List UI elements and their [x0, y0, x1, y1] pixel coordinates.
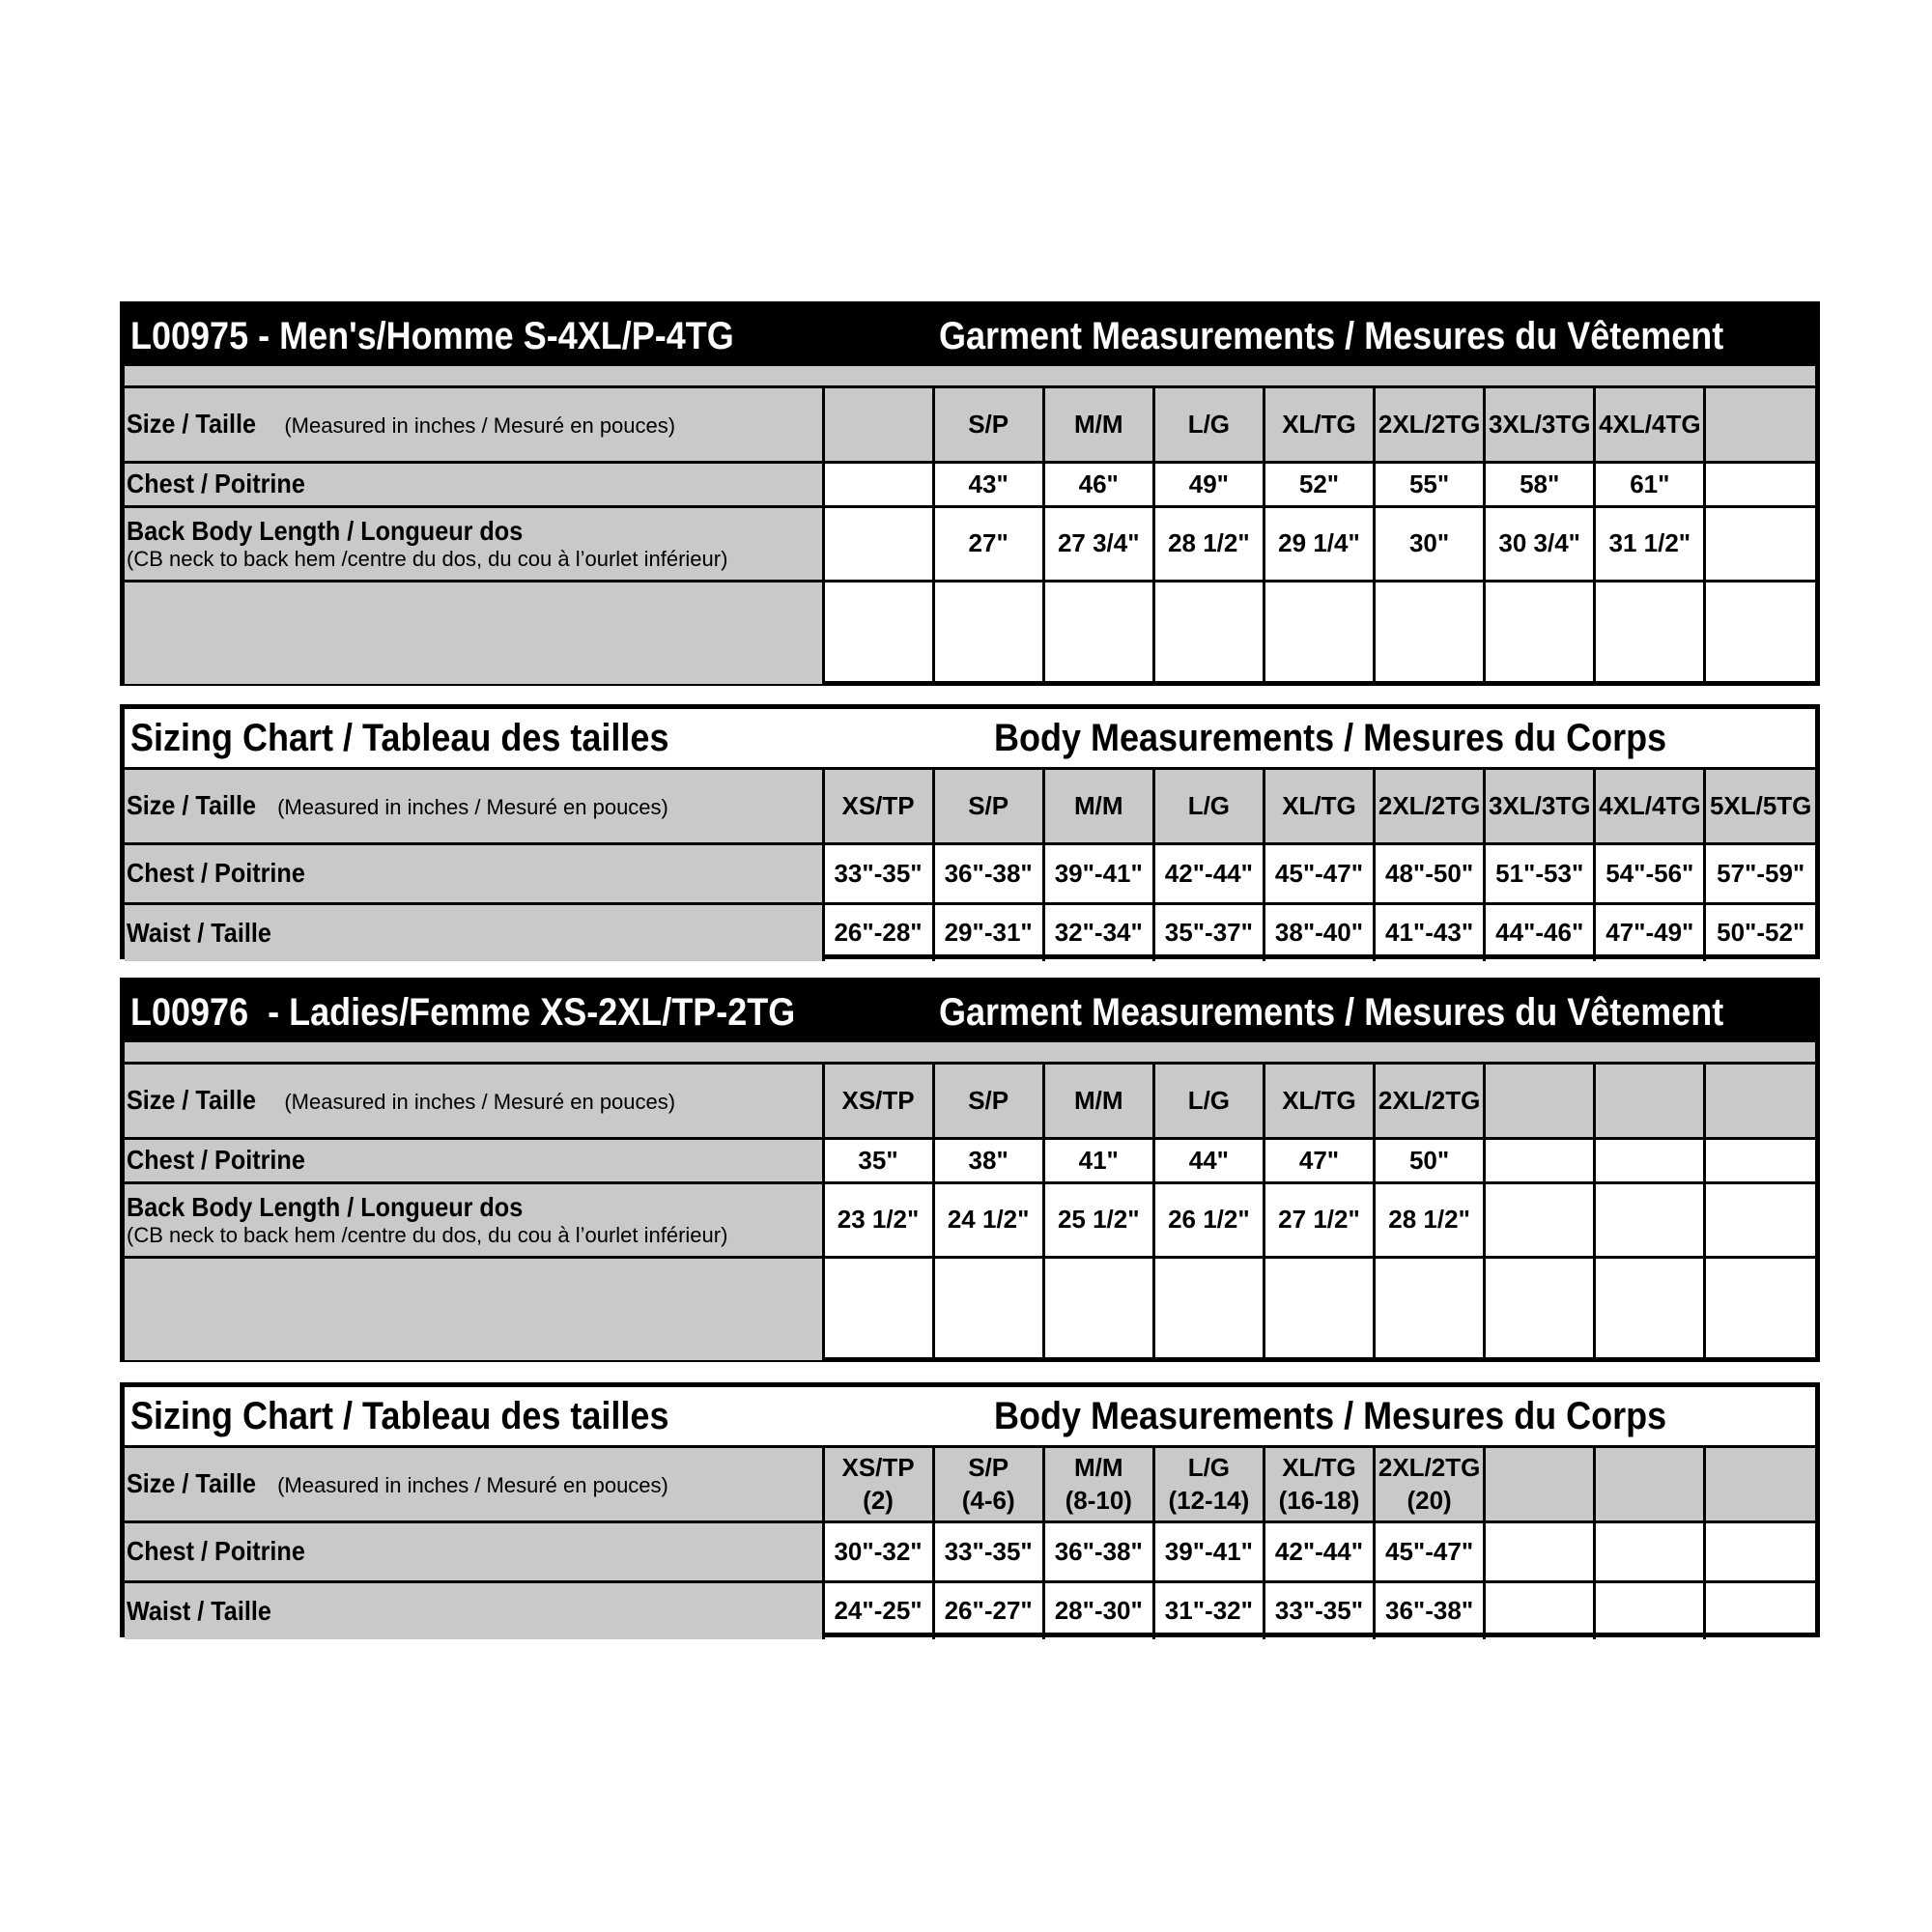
- waist-row: [125, 1581, 1815, 1639]
- waist-cell: 32"-34": [1043, 903, 1153, 961]
- size-cell: L/G: [1153, 770, 1264, 843]
- size-cell: [1705, 388, 1815, 462]
- size-cell: 4XL/4TG: [1595, 388, 1705, 462]
- size-number: (2): [863, 1486, 894, 1516]
- chest-row: [125, 1521, 1815, 1581]
- chest-cell: 44": [1153, 1138, 1264, 1182]
- size-row: [125, 1448, 1815, 1521]
- empty-cell: [1595, 1257, 1705, 1360]
- size-cell: [1595, 1448, 1705, 1521]
- men-body-subtitle: Body Measurements / Mesures du Corps: [994, 716, 1667, 759]
- empty-label-cell: [125, 1257, 823, 1360]
- chest-label-cell: [125, 1138, 823, 1182]
- size-label: Size / Taille: [127, 1085, 256, 1116]
- chest-cell: 61": [1595, 462, 1705, 506]
- chest-cell: 39"-41": [1153, 1521, 1264, 1581]
- back-length-cell: [823, 506, 933, 581]
- chest-cell: [1485, 1138, 1595, 1182]
- empty-cell: [1595, 581, 1705, 684]
- empty-cell: [1705, 581, 1815, 684]
- size-label-cell: [125, 1448, 823, 1521]
- size-cell: [1595, 1065, 1705, 1138]
- waist-cell: 38"-40": [1264, 903, 1374, 961]
- empty-cell: [823, 581, 933, 684]
- chest-cell: 33"-35": [933, 1521, 1043, 1581]
- size-cell: XS/TP: [823, 770, 933, 843]
- ladies-body-subtitle: Body Measurements / Mesures du Corps: [994, 1394, 1667, 1437]
- waist-cell: [1595, 1581, 1705, 1639]
- back-length-cell: [1705, 506, 1815, 581]
- back-length-cell: 30": [1375, 506, 1485, 581]
- chest-label: Chest / Poitrine: [127, 1145, 305, 1175]
- size-cell: M/M: [1043, 1065, 1153, 1138]
- empty-cell: [933, 581, 1043, 684]
- chest-cell: 36"-38": [1043, 1521, 1153, 1581]
- size-cell: XS/TP: [823, 1065, 933, 1138]
- size-label: Size / Taille: [127, 790, 256, 821]
- chest-cell: 43": [933, 462, 1043, 506]
- size-cell: M/M: [1043, 388, 1153, 462]
- size-row: [125, 770, 1815, 843]
- empty-cell: [1043, 581, 1153, 684]
- ladies-body-table: [120, 1382, 1820, 1637]
- back-length-cell: 27 3/4": [1043, 506, 1153, 581]
- waist-cell: 47"-49": [1595, 903, 1705, 961]
- chest-cell: [1485, 1521, 1595, 1581]
- chest-cell: [1705, 1521, 1815, 1581]
- size-number: (20): [1406, 1486, 1452, 1516]
- back-length-cell: [1595, 1182, 1705, 1257]
- back-length-cell: 30 3/4": [1485, 506, 1595, 581]
- chest-cell: 45"-47": [1375, 1521, 1485, 1581]
- empty-cell: [1485, 1257, 1595, 1360]
- size-label: Size / Taille: [127, 1468, 256, 1499]
- back-length-label: Back Body Length / Longueur dos: [127, 515, 524, 546]
- chest-cell: [1595, 1521, 1705, 1581]
- size-cell: [1705, 1448, 1815, 1521]
- empty-cell: [1264, 581, 1374, 684]
- size-cell: 3XL/3TG: [1485, 770, 1595, 843]
- men-garment-grid: [125, 388, 1815, 684]
- back-length-cell: 28 1/2": [1375, 1182, 1485, 1257]
- back-length-cell: 29 1/4": [1264, 506, 1374, 581]
- empty-cell: [933, 1257, 1043, 1360]
- chest-label-cell: [125, 843, 823, 903]
- back-length-row: [125, 506, 1815, 581]
- waist-cell: 28"-30": [1043, 1581, 1153, 1639]
- waist-cell: [1485, 1581, 1595, 1639]
- chest-cell: 54"-56": [1595, 843, 1705, 903]
- size-note: (Measured in inches / Mesuré en pouces): [277, 795, 668, 820]
- chest-cell: 41": [1043, 1138, 1153, 1182]
- chest-cell: [1705, 462, 1815, 506]
- waist-cell: 44"-46": [1485, 903, 1595, 961]
- size-note: (Measured in inches / Mesuré en pouces): [284, 1090, 676, 1115]
- waist-cell: 24"-25": [823, 1581, 933, 1639]
- chest-cell: 35": [823, 1138, 933, 1182]
- size-cell: L/G: [1153, 1065, 1264, 1138]
- ladies-garment-subtitle: Garment Measurements / Mesures du Vêtement: [939, 990, 1724, 1034]
- empty-row: [125, 1257, 1815, 1360]
- chest-label-cell: [125, 462, 823, 506]
- back-length-cell: 25 1/2": [1043, 1182, 1153, 1257]
- ladies-garment-table: [120, 978, 1820, 1362]
- ladies-garment-title: L00976 - Ladies/Femme XS-2XL/TP-2TG: [130, 990, 796, 1034]
- back-length-cell: 26 1/2": [1153, 1182, 1264, 1257]
- size-cell: 2XL/2TG: [1375, 388, 1485, 462]
- size-cell: [1264, 1448, 1374, 1521]
- chest-label: Chest / Poitrine: [127, 858, 305, 888]
- back-length-note: (CB neck to back hem /centre du dos, du cou à l’ourlet inférieur): [127, 1222, 728, 1247]
- ladies-body-title: Sizing Chart / Tableau des tailles: [130, 1394, 669, 1437]
- back-length-cell: 28 1/2": [1153, 506, 1264, 581]
- size-number: (4-6): [961, 1486, 1015, 1516]
- empty-label-cell: [125, 581, 823, 684]
- chest-cell: [1595, 1138, 1705, 1182]
- chest-cell: [1705, 1138, 1815, 1182]
- waist-label: Waist / Taille: [127, 917, 271, 948]
- size-cell: [1485, 1448, 1595, 1521]
- back-length-cell: 27 1/2": [1264, 1182, 1374, 1257]
- men-garment-gray-strip: [125, 366, 1815, 388]
- men-garment-header: [125, 306, 1815, 366]
- waist-cell: 26"-28": [823, 903, 933, 961]
- waist-label: Waist / Taille: [127, 1595, 271, 1626]
- size-number: (16-18): [1278, 1486, 1360, 1516]
- men-garment-title: L00975 - Men's/Homme S-4XL/P-4TG: [130, 314, 734, 357]
- ladies-body-grid: [125, 1448, 1815, 1639]
- size-row: [125, 1065, 1815, 1138]
- size-cell: [1705, 1065, 1815, 1138]
- size-cell: 4XL/4TG: [1595, 770, 1705, 843]
- chest-cell: 46": [1043, 462, 1153, 506]
- size-cell: S/P: [933, 388, 1043, 462]
- empty-cell: [1485, 581, 1595, 684]
- size-cell: [933, 1448, 1043, 1521]
- chest-cell: 57"-59": [1705, 843, 1815, 903]
- size-name: XS/TP: [841, 1453, 915, 1483]
- chest-cell: 42"-44": [1153, 843, 1264, 903]
- chest-cell: 49": [1153, 462, 1264, 506]
- size-cell: M/M: [1043, 770, 1153, 843]
- chest-cell: 36"-38": [933, 843, 1043, 903]
- back-length-cell: [1705, 1182, 1815, 1257]
- chest-cell: 47": [1264, 1138, 1374, 1182]
- empty-cell: [1705, 1257, 1815, 1360]
- size-cell: [823, 1448, 933, 1521]
- back-length-cell: 24 1/2": [933, 1182, 1043, 1257]
- empty-cell: [1153, 1257, 1264, 1360]
- size-label: Size / Taille: [127, 409, 256, 440]
- size-name: M/M: [1074, 1453, 1123, 1483]
- chest-cell: 51"-53": [1485, 843, 1595, 903]
- men-body-table: [120, 704, 1820, 959]
- size-name: S/P: [968, 1453, 1009, 1483]
- ladies-garment-grid: [125, 1065, 1815, 1360]
- chest-cell: 39"-41": [1043, 843, 1153, 903]
- empty-cell: [823, 1257, 933, 1360]
- back-length-label: Back Body Length / Longueur dos: [127, 1191, 524, 1222]
- size-cell: XL/TG: [1264, 770, 1374, 843]
- men-body-title: Sizing Chart / Tableau des tailles: [130, 716, 669, 759]
- empty-cell: [1375, 581, 1485, 684]
- size-note: (Measured in inches / Mesuré en pouces): [284, 413, 676, 439]
- chest-cell: 58": [1485, 462, 1595, 506]
- size-cell: [823, 388, 933, 462]
- size-cell: 2XL/2TG: [1375, 770, 1485, 843]
- size-cell: S/P: [933, 770, 1043, 843]
- size-name: L/G: [1187, 1453, 1231, 1483]
- size-cell: L/G: [1153, 388, 1264, 462]
- ladies-garment-gray-strip: [125, 1042, 1815, 1065]
- empty-row: [125, 581, 1815, 684]
- back-length-label-cell: [125, 506, 823, 581]
- back-length-cell: 27": [933, 506, 1043, 581]
- size-cell: XL/TG: [1264, 388, 1374, 462]
- size-name: 2XL/2TG: [1378, 1453, 1481, 1483]
- waist-cell: 41"-43": [1375, 903, 1485, 961]
- empty-cell: [1264, 1257, 1374, 1360]
- back-length-label-cell: [125, 1182, 823, 1257]
- size-cell: [1375, 1448, 1485, 1521]
- size-cell: S/P: [933, 1065, 1043, 1138]
- waist-cell: 29"-31": [933, 903, 1043, 961]
- size-name: XL/TG: [1282, 1453, 1356, 1483]
- waist-label-cell: [125, 1581, 823, 1639]
- chest-cell: 48"-50": [1375, 843, 1485, 903]
- waist-cell: 36"-38": [1375, 1581, 1485, 1639]
- chest-cell: 52": [1264, 462, 1374, 506]
- size-cell: [1043, 1448, 1153, 1521]
- empty-cell: [1153, 581, 1264, 684]
- chest-row: [125, 462, 1815, 506]
- chest-label: Chest / Poitrine: [127, 1536, 305, 1566]
- chest-cell: 55": [1375, 462, 1485, 506]
- men-garment-table: [120, 301, 1820, 686]
- men-garment-subtitle: Garment Measurements / Mesures du Vêtement: [939, 314, 1724, 357]
- ladies-body-header: [125, 1387, 1815, 1448]
- chest-cell: 30"-32": [823, 1521, 933, 1581]
- back-length-note: (CB neck to back hem /centre du dos, du cou à l’ourlet inférieur): [127, 546, 728, 571]
- chest-cell: 33"-35": [823, 843, 933, 903]
- size-cell: 2XL/2TG: [1375, 1065, 1485, 1138]
- chest-cell: 45"-47": [1264, 843, 1374, 903]
- chest-cell: 42"-44": [1264, 1521, 1374, 1581]
- back-length-cell: 31 1/2": [1595, 506, 1705, 581]
- waist-cell: 31"-32": [1153, 1581, 1264, 1639]
- waist-cell: 35"-37": [1153, 903, 1264, 961]
- size-cell: 3XL/3TG: [1485, 388, 1595, 462]
- chest-label: Chest / Poitrine: [127, 469, 305, 498]
- size-cell: [1153, 1448, 1264, 1521]
- size-label-cell: [125, 388, 823, 462]
- size-label-cell: [125, 770, 823, 843]
- size-label-cell: [125, 1065, 823, 1138]
- chest-label-cell: [125, 1521, 823, 1581]
- waist-row: [125, 903, 1815, 961]
- size-note: (Measured in inches / Mesuré en pouces): [277, 1473, 668, 1498]
- size-cell: XL/TG: [1264, 1065, 1374, 1138]
- chest-row: [125, 843, 1815, 903]
- waist-cell: 50"-52": [1705, 903, 1815, 961]
- back-length-cell: [1485, 1182, 1595, 1257]
- back-length-row: [125, 1182, 1815, 1257]
- size-number: (8-10): [1065, 1486, 1132, 1516]
- waist-cell: 33"-35": [1264, 1581, 1374, 1639]
- empty-cell: [1375, 1257, 1485, 1360]
- size-cell: 5XL/5TG: [1705, 770, 1815, 843]
- waist-cell: 26"-27": [933, 1581, 1043, 1639]
- back-length-cell: 23 1/2": [823, 1182, 933, 1257]
- size-row: [125, 388, 1815, 462]
- size-cell: [1485, 1065, 1595, 1138]
- ladies-garment-header: [125, 982, 1815, 1042]
- chest-row: [125, 1138, 1815, 1182]
- size-number: (12-14): [1168, 1486, 1250, 1516]
- men-body-grid: [125, 770, 1815, 961]
- waist-label-cell: [125, 903, 823, 961]
- men-body-header: [125, 709, 1815, 770]
- waist-cell: [1705, 1581, 1815, 1639]
- chest-cell: 50": [1375, 1138, 1485, 1182]
- empty-cell: [1043, 1257, 1153, 1360]
- chest-cell: [823, 462, 933, 506]
- chest-cell: 38": [933, 1138, 1043, 1182]
